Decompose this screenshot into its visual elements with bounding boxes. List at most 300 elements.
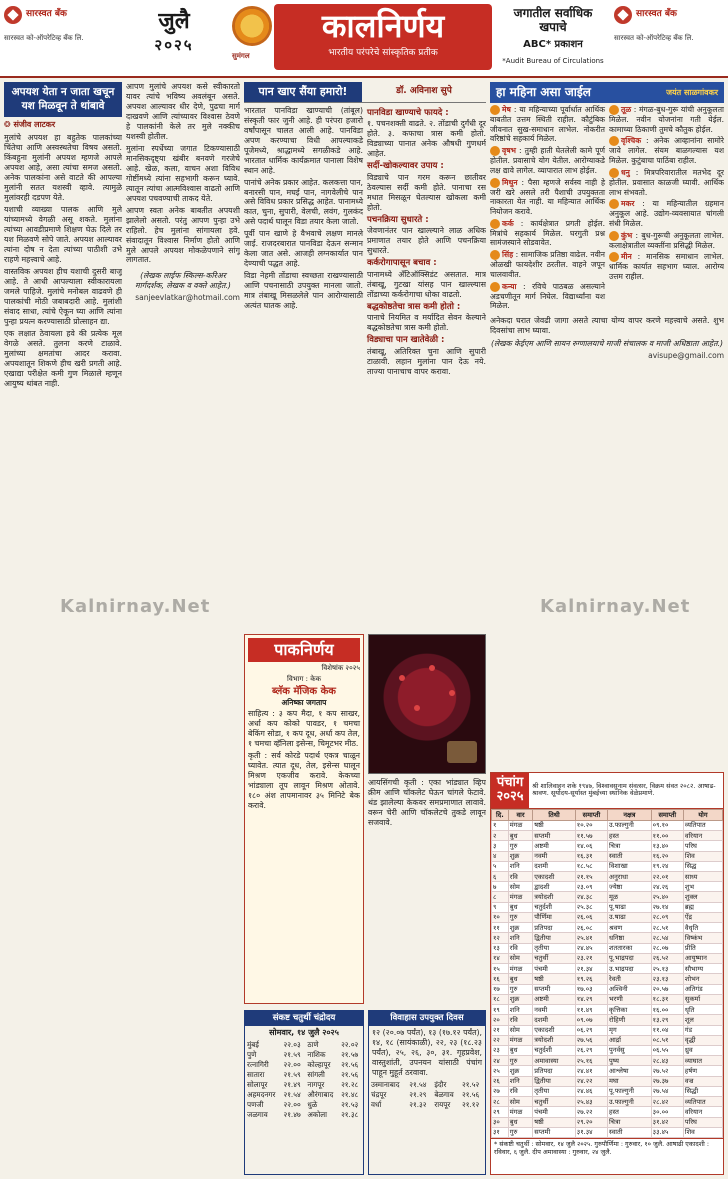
- panchang-title: पंचांग: [496, 775, 524, 790]
- table-cell: वज्र: [683, 1076, 722, 1086]
- table-cell: प्रतिपदा: [533, 1066, 576, 1076]
- table-cell: २७.५२: [651, 1066, 683, 1076]
- rashi-text: कार्यक्षेत्रात प्रगती होईल. मित्रांचे सहकार्य मिळेल. घरगुती प्रश्न सामंजस्याने सोडवावेत.: [490, 218, 605, 248]
- city-cell: नाशिक: [307, 1050, 326, 1060]
- article-paragraph: मुलांना स्पर्धेच्या जगात टिकण्यासाठी मानसिकदृष्ट्या खंबीर बनवणे गरजेचे आहे. खेळ, कला, वाचन अशा विविध गोष्टींमध्ये त्यांना सहभागी करून घ्यावे. त्यातून त्यांचा आत्मविश्वास वाढतो आणि अपयश पचवण्याची ताकद येते.: [126, 143, 240, 203]
- table-row: [492, 882, 723, 892]
- table-cell: प्रतिपदा: [533, 923, 576, 933]
- city-cell: चंद्रपूर: [371, 1089, 387, 1099]
- rashi-name: कुंभ: [621, 230, 633, 240]
- table-cell: दशमी: [533, 1015, 576, 1025]
- section-title: विड्याचा पान खातेवेळी :: [367, 335, 445, 346]
- table-row: [492, 872, 723, 882]
- table-row: [492, 1107, 723, 1117]
- article-paragraph: विडा नेहमी तोंडाचा स्वच्छता राखण्यासाठी आणि पचनासाठी उपयुक्त मानला जातो. मात्र तंबाखू मिसळलेले पान आरोग्यासाठी अत्यंत घातक आहे.: [244, 271, 363, 311]
- table-row: [492, 943, 723, 953]
- table-cell: २८.०९: [651, 912, 683, 922]
- table-cell: १४.०६: [575, 841, 607, 851]
- table-cell: शततारका: [608, 943, 652, 953]
- table-cell: गुरु: [508, 1056, 533, 1066]
- section-text: १. पचनशक्ती वाढते. २. तोंडाची दुर्गंधी दूर होते. ३. कफाचा त्रास कमी होतो. विड्याच्या पानात अनेक औषधी गुणधर्म आहेत.: [367, 119, 486, 159]
- table-cell: २५.३८: [575, 902, 607, 912]
- table-cell: रवि: [508, 1086, 533, 1096]
- table-cell: १३.२९: [651, 1015, 683, 1025]
- city-cell: इंदौर: [434, 1079, 447, 1089]
- article-paragraph: आपण मुलांचे अपयश कसे स्वीकारतो यावर त्यांचे भविष्य अवलंबून असते. अपयश आल्यावर धीर देणे, पुढचा मार्ग दाखवणे आणि त्यांच्यावर विश्वास ठेवणे हे पालकांनी केले तर मुले नक्कीच यशस्वी होतील.: [126, 82, 240, 141]
- bank-subtitle: सारस्वत को-ऑपरेटिव्ह बँक लि.: [4, 34, 84, 42]
- time-cell: २२.०२: [341, 1040, 359, 1050]
- table-cell: २२: [492, 1035, 509, 1045]
- table-cell: १०: [492, 912, 509, 922]
- table-cell: २०: [492, 1015, 509, 1025]
- table-row: [492, 851, 723, 861]
- city-cell: जळगाव: [247, 1110, 268, 1120]
- table-row: [492, 1015, 723, 1025]
- table-cell: ११.०४: [651, 1025, 683, 1035]
- table-cell: २४.४६: [575, 1086, 607, 1096]
- table-cell: शनि: [508, 933, 533, 943]
- city-cell: ठाणे: [307, 1040, 319, 1050]
- table-cell: चित्रा: [608, 1117, 652, 1127]
- page-title: कालनिर्णय: [321, 7, 445, 45]
- table-cell: १८: [492, 994, 509, 1004]
- table-row: [492, 831, 723, 841]
- table-row: [245, 1060, 363, 1070]
- table-cell: शुक्र: [508, 1066, 533, 1076]
- rashi-entry: वृश्चिक : अनेक आव्हानांना सामोरे जावे लागेल. संयम बाळगल्यास यश मिळेल. कुटुंबाचा पाठिंबा राहील.: [609, 136, 724, 166]
- bank-ad-left[interactable]: [4, 6, 114, 66]
- column-header: वार: [508, 809, 533, 820]
- table-cell: पू.फाल्गुनी: [608, 1086, 652, 1096]
- table-row: [245, 1080, 363, 1090]
- rashi-name: मकर: [621, 199, 635, 209]
- table-cell: परिघ: [683, 1117, 722, 1127]
- city-cell: औरंगाबाद: [307, 1090, 334, 1100]
- table-cell: २१: [492, 1025, 509, 1035]
- table-cell: २: [492, 831, 509, 841]
- city-cell: अहमदनगर: [247, 1090, 276, 1100]
- table-row: [492, 1076, 723, 1086]
- table-cell: सिद्ध: [683, 861, 722, 871]
- table-cell: १५: [492, 964, 509, 974]
- table-cell: दशमी: [533, 861, 576, 871]
- table-cell: शुक्र: [508, 923, 533, 933]
- table-row: [492, 912, 723, 922]
- table-cell: १: [492, 820, 509, 830]
- table-cell: चित्रा: [608, 841, 652, 851]
- table-cell: गुरु: [508, 841, 533, 851]
- article-paragraph: भारतात पानविडा खाण्याची (तांबूल) संस्कृती फार जुनी आहे. ही परंपरा हजारो वर्षांपासून चालत आली आहे. पानविडा अपण करण्याचा विधी आपल्याकडे पूजेमध्ये, श्राद्धामध्ये सगळीकडे आहे. भारतात धार्मिक कार्यक्रमात पानाला विशेष स्थान आहे.: [244, 105, 363, 175]
- table-cell: शुक्र: [508, 851, 533, 861]
- table-cell: २८.०७: [651, 943, 683, 953]
- table-cell: उ.फाल्गुनी: [608, 820, 652, 830]
- table-cell: वरियान: [683, 831, 722, 841]
- table-cell: बुध: [508, 1045, 533, 1055]
- article-headline: अपयश येता न जाता खचून यश मिळवून ते थांबावे: [4, 82, 122, 117]
- table-cell: १४: [492, 953, 509, 963]
- table-cell: पू.षाढा: [608, 902, 652, 912]
- table-cell: २७.५६: [575, 1035, 607, 1045]
- year: २०२५: [154, 35, 194, 54]
- time-cell: २१.४८: [341, 1090, 359, 1100]
- month-block: [120, 8, 228, 54]
- section-title: पचनक्रिया सुधारते :: [367, 214, 429, 225]
- table-cell: सोम: [508, 953, 533, 963]
- table-cell: व्यतिपात: [683, 1097, 722, 1107]
- table-cell: ध्रुव: [683, 1045, 722, 1055]
- panchang-header: [491, 773, 723, 809]
- table-row: [492, 892, 723, 902]
- rashi-text: पैसा म्हणजे सर्वस्व नाही हे जरी खरे असले तरी पैशाची उपयुक्तता नाकारता येत नाही. या महिन्यात आर्थिक नियोजन करावे.: [490, 177, 605, 217]
- table-cell: सप्तमी: [533, 984, 576, 994]
- table-cell: २७.२२: [575, 1107, 607, 1117]
- table-cell: आयुष्मान: [683, 953, 722, 963]
- table-cell: १८.५८: [575, 861, 607, 871]
- rashi-text: बुध-गुरूची अनुकूलता लाभेल. कलाक्षेत्रातील व्यक्तींना प्रसिद्धी मिळेल.: [609, 230, 724, 250]
- city-cell: नागपूर: [307, 1080, 325, 1090]
- table-row: [245, 1110, 363, 1120]
- table-cell: २३: [492, 1045, 509, 1055]
- table-cell: ६: [492, 872, 509, 882]
- table-row: [492, 1035, 723, 1045]
- city-cell: बेळगाव: [434, 1089, 454, 1099]
- table-cell: २८.५१: [651, 923, 683, 933]
- table-cell: शूल: [683, 1015, 722, 1025]
- horoscope-header: [490, 82, 724, 103]
- table-cell: चतुर्दशी: [533, 1045, 576, 1055]
- table-cell: सोम: [508, 882, 533, 892]
- moonrise-table: [245, 1040, 363, 1120]
- time-cell: २२.०३: [283, 1040, 301, 1050]
- table-cell: २१.१५: [575, 872, 607, 882]
- table-row: [245, 1040, 363, 1050]
- time-cell: २१.२९: [409, 1089, 427, 1099]
- table-cell: अष्टमी: [533, 841, 576, 851]
- table-cell: ४: [492, 851, 509, 861]
- table-cell: द्वितीया: [533, 933, 576, 943]
- pan-article-header: [244, 82, 486, 103]
- table-row: [369, 1089, 485, 1099]
- table-row: [492, 994, 723, 1004]
- table-cell: २६.०६: [575, 912, 607, 922]
- month-name: जुलै: [158, 8, 190, 34]
- city-cell: सोलापूर: [247, 1080, 268, 1090]
- watermark: Kalnirnay.Net: [540, 596, 691, 617]
- table-row: [492, 902, 723, 912]
- cake-slice-icon: [447, 741, 477, 763]
- table-cell: शिव: [683, 851, 722, 861]
- article-signoff: (लेखक लाईफ स्किल्स-करिअर मार्गदर्शक, लेखक व वक्ते आहेत.): [135, 271, 231, 291]
- section-text: जेवणानंतर पान खाल्ल्याने लाळ अधिक प्रमाणात तयार होते आणि पचनक्रिया सुधारते.: [367, 226, 486, 256]
- article-failure: [4, 82, 122, 1175]
- time-cell: २२.००: [283, 1100, 301, 1110]
- rashi-name: कन्या: [502, 281, 517, 291]
- table-cell: षष्ठी: [533, 974, 576, 984]
- table-cell: कृत्तिका: [608, 1005, 652, 1015]
- rashi-entry: कुंभ : बुध-गुरूची अनुकूलता लाभेल. कलाक्षेत्रातील व्यक्तींना प्रसिद्धी मिळेल.: [609, 230, 724, 250]
- city-cell: पुणे: [247, 1050, 257, 1060]
- section-title: कर्करोगापासून बचाव :: [367, 258, 437, 269]
- table-cell: ०९.०७: [575, 1015, 607, 1025]
- rashi-text: या महिन्यातील ग्रहमान अनुकूल आहे. उद्योग-व्यवसायात चांगली संधी मिळेल.: [609, 199, 724, 229]
- table-cell: २३.१३: [651, 974, 683, 984]
- pan-article-title: पान खाए सैंया हमारो!: [244, 82, 362, 102]
- table-cell: द्वादशी: [533, 882, 576, 892]
- table-cell: २६.०८: [575, 923, 607, 933]
- article-paragraph: वास्तविक अपयश हीच यशाची दुसरी बाजू आहे. ते आधी आपल्याला स्वीकारायला जमले पाहिजे. मुलांचे मनोबल वाढवणे ही पालकांची मोठी जबाबदारी आहे. मुलांशी संवाद साधा, त्यांचे ऐकून घ्या आणि त्यांना पुन्हा प्रयत्न करण्यासाठी प्रोत्साहन द्या.: [4, 266, 122, 326]
- table-cell: बुध: [508, 974, 533, 984]
- rashi-symbol-icon: [490, 250, 500, 260]
- table-cell: ०८.५१: [651, 1035, 683, 1045]
- table-cell: शुक्ल: [683, 892, 722, 902]
- rashi-name: कर्क: [502, 218, 514, 228]
- claim-line1: जगातील सर्वाधिक खपाचे: [513, 6, 593, 35]
- table-cell: १३.४०: [651, 841, 683, 851]
- watermark: Kalnirnay.Net: [60, 596, 211, 617]
- table-cell: ९: [492, 902, 509, 912]
- panchang-note: श्री शालिवाहन शके १९४७, विश्वावसुनाम संवत्सर, विक्रम संवत २०८२. आषाढ-श्रावण. सूर्योदय-सूर्यास्त मुंबईच्या स्थानिक वेळेप्रमाणे.: [532, 781, 716, 798]
- bank-logo-icon: [614, 6, 632, 24]
- recipe-method: कृती : सर्व कोरडे पदार्थ एकत्र चाळून घ्यावेत. त्यात दूध, तेल, इसेन्स घालून मिश्रण एकजीव करावे. केकच्या भांड्याला तूप लावून मिश्रण ओतावे. १८० अंश तापमानावर ३५ मिनिटे बेक करावे.: [248, 751, 360, 811]
- recipe-ingredients: साहित्य : ३ कप मैदा, १ कप साखर, अर्धा कप कोको पावडर, १ चमचा बेकिंग सोडा, १ कप दूध, अर्धा कप तेल, १ चमचा व्हॅनिला इसेन्स, चिमूटभर मीठ.: [248, 709, 360, 749]
- table-cell: ०६.५५: [651, 1045, 683, 1055]
- panchang-title-block: [491, 773, 529, 808]
- time-cell: २१.५२: [461, 1079, 480, 1089]
- rashi-symbol-icon: [609, 136, 619, 146]
- table-cell: गुरु: [508, 984, 533, 994]
- recipe-frosting-text: आयसिंगची कृती : एका भांड्यात व्हिप क्रीम आणि चॉकलेट घेऊन चांगले फेटावे. थंड झालेल्या केकवर समप्रमाणात लावावे. वरून चेरी आणि चॉकलेटचे तुकडे लावून सजवावे.: [368, 778, 486, 827]
- section-text: पानामध्ये अँटिऑक्सिडंट असतात. मात्र तंबाखू, गुटखा यांसह पान खाल्ल्यास तोंडाच्या कर्करोगाचा धोका वाढतो.: [367, 269, 486, 299]
- table-cell: शुक्र: [508, 994, 533, 1004]
- table-cell: ३१: [492, 1127, 509, 1137]
- table-cell: २७: [492, 1086, 509, 1096]
- circulation-claim: [498, 6, 608, 66]
- rashi-symbol-icon: [490, 178, 500, 188]
- pan-article-body: [244, 106, 486, 377]
- vivah-text: १२ (२०.०७ पर्यंत), १३ (१७.१२ पर्यंत), १४, १८ (सायंकाळी), २२, २३ (१८.२३ पर्यंत), २५, २६, ३०, ३१. गृहप्रवेश, वास्तुशांती, उपनयन यांसाठी पंचांग पाहून मुहूर्त ठरवावा.: [372, 1027, 482, 1077]
- table-cell: २५.४१: [575, 933, 607, 943]
- table-cell: २६.२९: [575, 1045, 607, 1055]
- table-cell: रवि: [508, 1015, 533, 1025]
- table-cell: व्यतिपात: [683, 820, 722, 830]
- rashi-symbol-icon: [490, 146, 500, 156]
- pan-article-author: डॉ. अविनाश सुपे: [396, 86, 452, 96]
- table-cell: ज्येष्ठा: [608, 882, 652, 892]
- city-cell: उस्मानाबाद: [371, 1079, 400, 1089]
- claim-line2: ABC* प्रकाशन: [523, 38, 583, 50]
- title-box: [274, 4, 492, 70]
- table-cell: चतुर्दशी: [533, 902, 576, 912]
- table-cell: पंचमी: [533, 1107, 576, 1117]
- table-cell: बुध: [508, 902, 533, 912]
- table-cell: २४.३८: [575, 892, 607, 902]
- table-cell: मंगळ: [508, 964, 533, 974]
- table-cell: द्वितीया: [533, 1076, 576, 1086]
- table-cell: २१.३४: [575, 964, 607, 974]
- sankashti-date: सोमवार, १४ जुलै २०२५: [269, 1027, 339, 1037]
- table-cell: रवि: [508, 943, 533, 953]
- masthead: [0, 0, 728, 78]
- tagline: भारतीय परंपरेचे सांस्कृतिक प्रतीक: [328, 48, 438, 58]
- table-cell: २४.४१: [575, 1066, 607, 1076]
- table-cell: पंचमी: [533, 964, 576, 974]
- bank-ad-right[interactable]: [614, 6, 724, 66]
- table-cell: विशाखा: [608, 861, 652, 871]
- table-cell: भरणी: [608, 994, 652, 1004]
- table-cell: सिद्धी: [683, 1086, 722, 1096]
- city-cell: सातारा: [247, 1070, 265, 1080]
- table-cell: १६.२०: [651, 851, 683, 861]
- horoscope-body: [490, 105, 724, 313]
- sankashti-title: संकष्ट चतुर्थी चंद्रोदय: [245, 1011, 363, 1026]
- table-cell: १३: [492, 943, 509, 953]
- rashi-text: अनेक आव्हानांना सामोरे जावे लागेल. संयम बाळगल्यास यश मिळेल. कुटुंबाचा पाठिंबा राहील.: [609, 136, 724, 166]
- rashi-entry: मेष : या महिन्याच्या पूर्वार्धात आर्थिक बाबतीत उत्तम स्थिती राहील. कौटुंबिक जीवनात सुख-समाधान लाभेल. नोकरीत वरिष्ठांचे सहकार्य मिळेल.: [490, 105, 605, 144]
- column-header: तिथी: [533, 809, 576, 820]
- table-cell: ११: [492, 923, 509, 933]
- recipe-title: ब्लॅक मॅजिक केक: [272, 685, 336, 697]
- bank-subtitle: सारस्वत को-ऑपरेटिव्ह बँक लि.: [614, 34, 694, 42]
- table-row: [492, 861, 723, 871]
- table-cell: शिव: [683, 1127, 722, 1137]
- author-email[interactable]: sanjeevlatkar@hotmail.com: [135, 293, 240, 303]
- city-cell: रायपूर: [434, 1099, 451, 1109]
- table-cell: एकादशी: [533, 1025, 576, 1035]
- table-cell: ३०.००: [651, 1107, 683, 1117]
- table-cell: षष्ठी: [533, 1117, 576, 1127]
- column-header: नक्षत्र: [608, 809, 652, 820]
- table-cell: मृग: [608, 1025, 652, 1035]
- rashi-entry: वृषभ : तुम्ही हाती घेतलेली कामे पूर्ण होतील. प्रवासाचे योग येतील. आरोग्याकडे लक्ष द्यावे लागेल. व्यापारात लाभ होईल.: [490, 146, 606, 175]
- table-cell: मंगळ: [508, 820, 533, 830]
- table-row: [369, 1099, 485, 1109]
- table-cell: पू.भाद्रपदा: [608, 953, 652, 963]
- table-cell: सप्तमी: [533, 1127, 576, 1137]
- table-row: [492, 841, 723, 851]
- paakniryay-volume: विशेषांक २०२५: [321, 664, 360, 672]
- city-cell: धुळे: [307, 1100, 318, 1110]
- time-cell: २१.१२: [461, 1099, 480, 1109]
- rashi-text: तुम्ही हाती घेतलेली कामे पूर्ण होतील. प्रवासाचे योग येतील. आरोग्याकडे लक्ष द्यावे लागेल. व्यापारात लाभ होईल.: [490, 146, 606, 175]
- table-cell: २०.५७: [651, 984, 683, 994]
- table-cell: परिघ: [683, 841, 722, 851]
- table-cell: अश्विनी: [608, 984, 652, 994]
- table-cell: सौभाग्य: [683, 964, 722, 974]
- table-cell: २८.५४: [651, 933, 683, 943]
- city-cell: सांगली: [307, 1070, 325, 1080]
- recipe-frosting: [368, 778, 486, 1004]
- table-cell: उ.षाढा: [608, 912, 652, 922]
- panchang-box: [490, 772, 724, 1175]
- horoscope-email[interactable]: avisupe@gmail.com: [648, 350, 724, 360]
- article-paragraph: मुलांचे अपयश हा बहुतेक पालकांच्या चिंतेचा आणि अस्वस्थतेचा विषय असतो. किंबहुना मुलांनी अपयश म्हणजे आपले अपयश आहे, असा त्यांचा समज असतो. अनेक पालकांना असे वाटते की आपल्या मुलांनी सतत यशस्वी व्हावे. त्यामुळे मुलांवरही दडपण येते.: [4, 133, 122, 203]
- table-cell: स्वाती: [608, 851, 652, 861]
- table-cell: बुध: [508, 1117, 533, 1127]
- time-cell: २२.००: [283, 1060, 301, 1070]
- table-cell: १७.०३: [575, 984, 607, 994]
- bank-logo-icon: [4, 6, 22, 24]
- table-cell: ३: [492, 841, 509, 851]
- rashi-symbol-icon: [609, 199, 619, 209]
- table-cell: १६.००: [651, 1005, 683, 1015]
- table-cell: चतुर्थी: [533, 953, 576, 963]
- column-header: दि.: [492, 809, 509, 820]
- table-row: [245, 1090, 363, 1100]
- article-paragraph: आपण स्वतः अनेक बाबतीत अपयशी झालेलो असतो. परंतु आपण पुन्हा उभे राहिलो. हेच मुलांना सांगायला हवे. संवादातून विश्वास निर्माण होतो आणि मुले आपले अपयश मोकळेपणाने सांगू लागतात.: [126, 205, 240, 265]
- article-paragraph: यशाची व्याख्या पालक आणि मुले यांच्यामध्ये वेगळी असू शकते. मुलांना त्यांच्या आवडीप्रमाणे शिक्षण घेऊ दिले तर यश मिळवणे सोपे जाते. अपयश आल्यावर त्यांना दोष न देता त्यांच्या पाठीशी उभे राहणे महत्त्वाचे आहे.: [4, 205, 122, 264]
- rashi-symbol-icon: [490, 282, 500, 292]
- sankashti-box: [244, 1010, 364, 1175]
- column-header: समाप्ती: [575, 809, 607, 820]
- table-row: [245, 1050, 363, 1060]
- table-cell: ११.००: [651, 831, 683, 841]
- table-cell: अतिगंड: [683, 984, 722, 994]
- table-cell: सप्तमी: [533, 831, 576, 841]
- bank-name: सारस्वत बँक: [26, 9, 67, 20]
- vivah-title: विवाहास उपयुक्त दिवस: [369, 1011, 485, 1026]
- table-cell: २२.०१: [651, 872, 683, 882]
- table-cell: ब्रह्म: [683, 902, 722, 912]
- table-cell: ३१.३४: [575, 1127, 607, 1137]
- rashi-name: मिथुन: [502, 177, 518, 187]
- table-cell: १७: [492, 984, 509, 994]
- time-cell: २१.४९: [283, 1080, 301, 1090]
- rashi-text: मित्रपरिवारातील मतभेद दूर होतील. प्रवासात काळजी घ्यावी. आर्थिक लाभ संभवतो.: [609, 167, 724, 197]
- rashi-name: मीन: [621, 252, 632, 262]
- table-cell: प्रीति: [683, 943, 722, 953]
- sumangal-label: सुमंगल: [232, 52, 250, 60]
- vivah-box: [368, 1010, 486, 1175]
- table-cell: विष्कंभ: [683, 933, 722, 943]
- table-cell: तृतीया: [533, 1086, 576, 1096]
- horoscope-col-right: [609, 105, 724, 313]
- rashi-entry: मिथुन : पैसा म्हणजे सर्वस्व नाही हे जरी खरे असले तरी पैशाची उपयुक्तता नाकारता येत नाही. या महिन्यात आर्थिक नियोजन करावे.: [490, 177, 605, 217]
- table-cell: पुनर्वसु: [608, 1045, 652, 1055]
- table-cell: मघा: [608, 1076, 652, 1086]
- table-row: [492, 1005, 723, 1015]
- sun-emblem-icon: [232, 6, 272, 46]
- table-cell: मूळ: [608, 892, 652, 902]
- table-cell: शोभन: [683, 974, 722, 984]
- table-cell: शनि: [508, 861, 533, 871]
- rashi-text: मानसिक समाधान लाभेल. धार्मिक कार्यात सहभाग घ्याल. आरोग्य उत्तम राहील.: [609, 252, 724, 282]
- table-cell: स्वाती: [608, 1127, 652, 1137]
- time-cell: २१.५४: [409, 1079, 427, 1089]
- rashi-entry: कर्क : कार्यक्षेत्रात प्रगती होईल. मित्रांचे सहकार्य मिळेल. घरगुती प्रश्न सामंजस्याने सोडवावेत.: [490, 218, 605, 248]
- table-cell: २३.०९: [575, 882, 607, 892]
- table-cell: २७.५४: [651, 1086, 683, 1096]
- article-paragraph: एक लक्षात ठेवायला हवे की प्रत्येक मूल वेगळे असते. तुलना करणे टाळावे. मुलांच्या क्षमतांचा आदर करावा. अपयशातून शिकणे हीच खरी प्रगती आहे. एखाद्या परीक्षेत कमी गुण मिळाले म्हणून आयुष्य थांबत नाही.: [4, 328, 122, 388]
- table-cell: हर्षण: [683, 1066, 722, 1076]
- rashi-name: मेष: [502, 105, 511, 114]
- table-row: [492, 1097, 723, 1107]
- table-cell: मंगळ: [508, 1035, 533, 1045]
- table-cell: रेवती: [608, 974, 652, 984]
- horoscope-col-left: [490, 105, 605, 313]
- table-cell: शनि: [508, 1005, 533, 1015]
- rashi-name: धनु: [621, 167, 630, 177]
- table-cell: धृति: [683, 1005, 722, 1015]
- paakniryay-section: विभाग : केक: [287, 674, 321, 683]
- table-cell: ३०: [492, 1117, 509, 1127]
- table-cell: नवमी: [533, 851, 576, 861]
- berry-icon: [414, 705, 420, 711]
- table-cell: हस्त: [608, 1107, 652, 1117]
- article-byline: ❂ संजीव लाटकर: [4, 120, 56, 130]
- horoscope-closing: अनेकदा घरात जेवढी जागा असते त्याचा योग्य वापर करणे महत्त्वाचे असते. शुभ दिवसांचा लाभ घ्यावा.: [490, 316, 724, 336]
- section-text: पानाचे नियमित व मर्यादित सेवन केल्याने बद्धकोष्ठतेचा त्रास कमी होतो.: [367, 313, 486, 333]
- table-cell: गुरु: [508, 1127, 533, 1137]
